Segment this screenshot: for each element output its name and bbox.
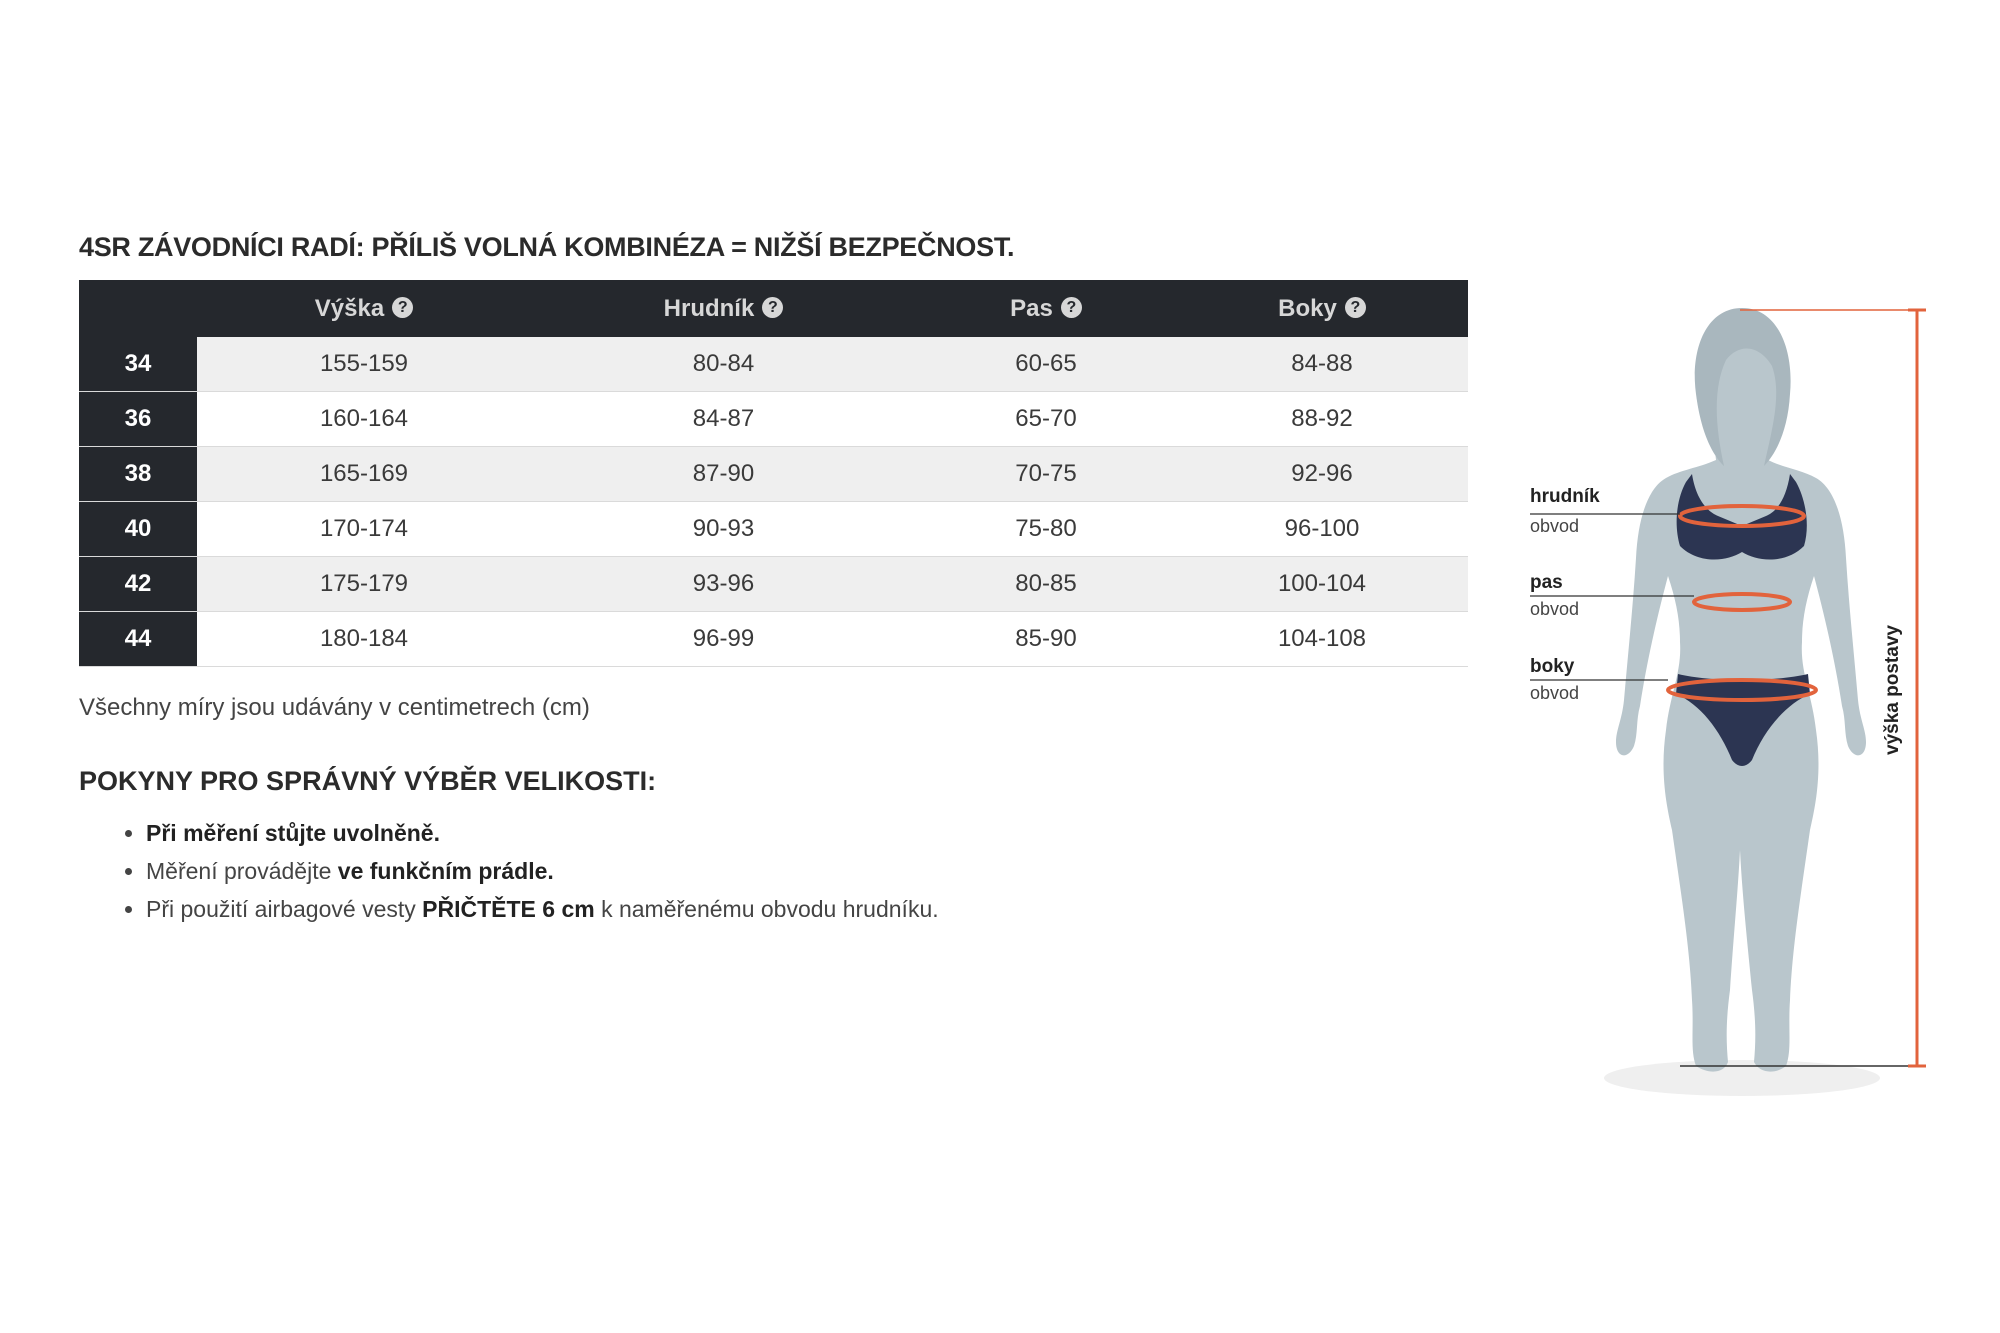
header-vyska: Výška ? bbox=[197, 280, 531, 337]
cell-pas: 70-75 bbox=[916, 447, 1176, 502]
size-table bbox=[79, 280, 1468, 667]
list-item: • Při měření stůjte uvolněně. bbox=[146, 814, 939, 852]
help-icon[interactable]: ? bbox=[1061, 297, 1082, 318]
table-row bbox=[79, 502, 1468, 557]
cell-boky: 100-104 bbox=[1176, 557, 1468, 612]
instructions-list bbox=[104, 814, 939, 928]
waist-sub-label: obvod bbox=[1530, 599, 1580, 619]
cell-hrudnik: 87-90 bbox=[531, 447, 916, 502]
height-label: výška postavy bbox=[1882, 625, 1903, 755]
list-item: • Měření provádějte ve funkčním prádle. bbox=[146, 852, 939, 890]
size-cell: 36 bbox=[79, 392, 197, 447]
size-cell: 34 bbox=[79, 337, 197, 392]
help-icon[interactable]: ? bbox=[1345, 297, 1366, 318]
cell-pas: 85-90 bbox=[916, 612, 1176, 667]
help-icon[interactable]: ? bbox=[762, 297, 783, 318]
header-boky: Boky ? bbox=[1176, 280, 1468, 337]
cell-boky: 96-100 bbox=[1176, 502, 1468, 557]
cell-pas: 75-80 bbox=[916, 502, 1176, 557]
table-header-row bbox=[79, 280, 1468, 337]
cell-vyska: 175-179 bbox=[197, 557, 531, 612]
cell-hrudnik: 96-99 bbox=[531, 612, 916, 667]
chest-sub-label: obvod bbox=[1530, 516, 1580, 536]
cell-hrudnik: 90-93 bbox=[531, 502, 916, 557]
size-cell: 44 bbox=[79, 612, 197, 667]
body-measurement-figure bbox=[1520, 290, 1940, 1110]
cell-vyska: 165-169 bbox=[197, 447, 531, 502]
size-cell: 38 bbox=[79, 447, 197, 502]
header-pas: Pas ? bbox=[916, 280, 1176, 337]
cell-boky: 92-96 bbox=[1176, 447, 1468, 502]
cell-boky: 104-108 bbox=[1176, 612, 1468, 667]
table-row bbox=[79, 392, 1468, 447]
size-cell: 40 bbox=[79, 502, 197, 557]
cell-vyska: 160-164 bbox=[197, 392, 531, 447]
cell-vyska: 170-174 bbox=[197, 502, 531, 557]
cell-pas: 80-85 bbox=[916, 557, 1176, 612]
cell-boky: 88-92 bbox=[1176, 392, 1468, 447]
chest-label: hrudník bbox=[1530, 486, 1600, 507]
hips-sub-label: obvod bbox=[1530, 683, 1580, 703]
size-cell: 42 bbox=[79, 557, 197, 612]
cell-boky: 84-88 bbox=[1176, 337, 1468, 392]
header-size bbox=[79, 280, 197, 337]
units-note: Všechny míry jsou udávány v centimetrech (cm) bbox=[79, 694, 590, 721]
cell-vyska: 155-159 bbox=[197, 337, 531, 392]
table-row bbox=[79, 612, 1468, 667]
header-hrudnik: Hrudník ? bbox=[531, 280, 916, 337]
table-row bbox=[79, 447, 1468, 502]
hips-label: boky bbox=[1530, 656, 1575, 677]
page-heading: 4SR ZÁVODNÍCI RADÍ: PŘÍLIŠ VOLNÁ KOMBINÉZA = NIŽŠÍ BEZPEČNOST. bbox=[79, 232, 1015, 262]
cell-hrudnik: 80-84 bbox=[531, 337, 916, 392]
cell-pas: 65-70 bbox=[916, 392, 1176, 447]
instructions-title: POKYNY PRO SPRÁVNÝ VÝBĚR VELIKOSTI: bbox=[79, 766, 657, 796]
cell-hrudnik: 84-87 bbox=[531, 392, 916, 447]
list-item: • Při použití airbagové vesty PŘIČTĚTE 6 cm k naměřenému obvodu hrudníku. bbox=[146, 890, 939, 928]
waist-label: pas bbox=[1530, 572, 1563, 593]
table-row bbox=[79, 557, 1468, 612]
help-icon[interactable]: ? bbox=[392, 297, 413, 318]
table-row bbox=[79, 337, 1468, 392]
cell-hrudnik: 93-96 bbox=[531, 557, 916, 612]
cell-pas: 60-65 bbox=[916, 337, 1176, 392]
cell-vyska: 180-184 bbox=[197, 612, 531, 667]
